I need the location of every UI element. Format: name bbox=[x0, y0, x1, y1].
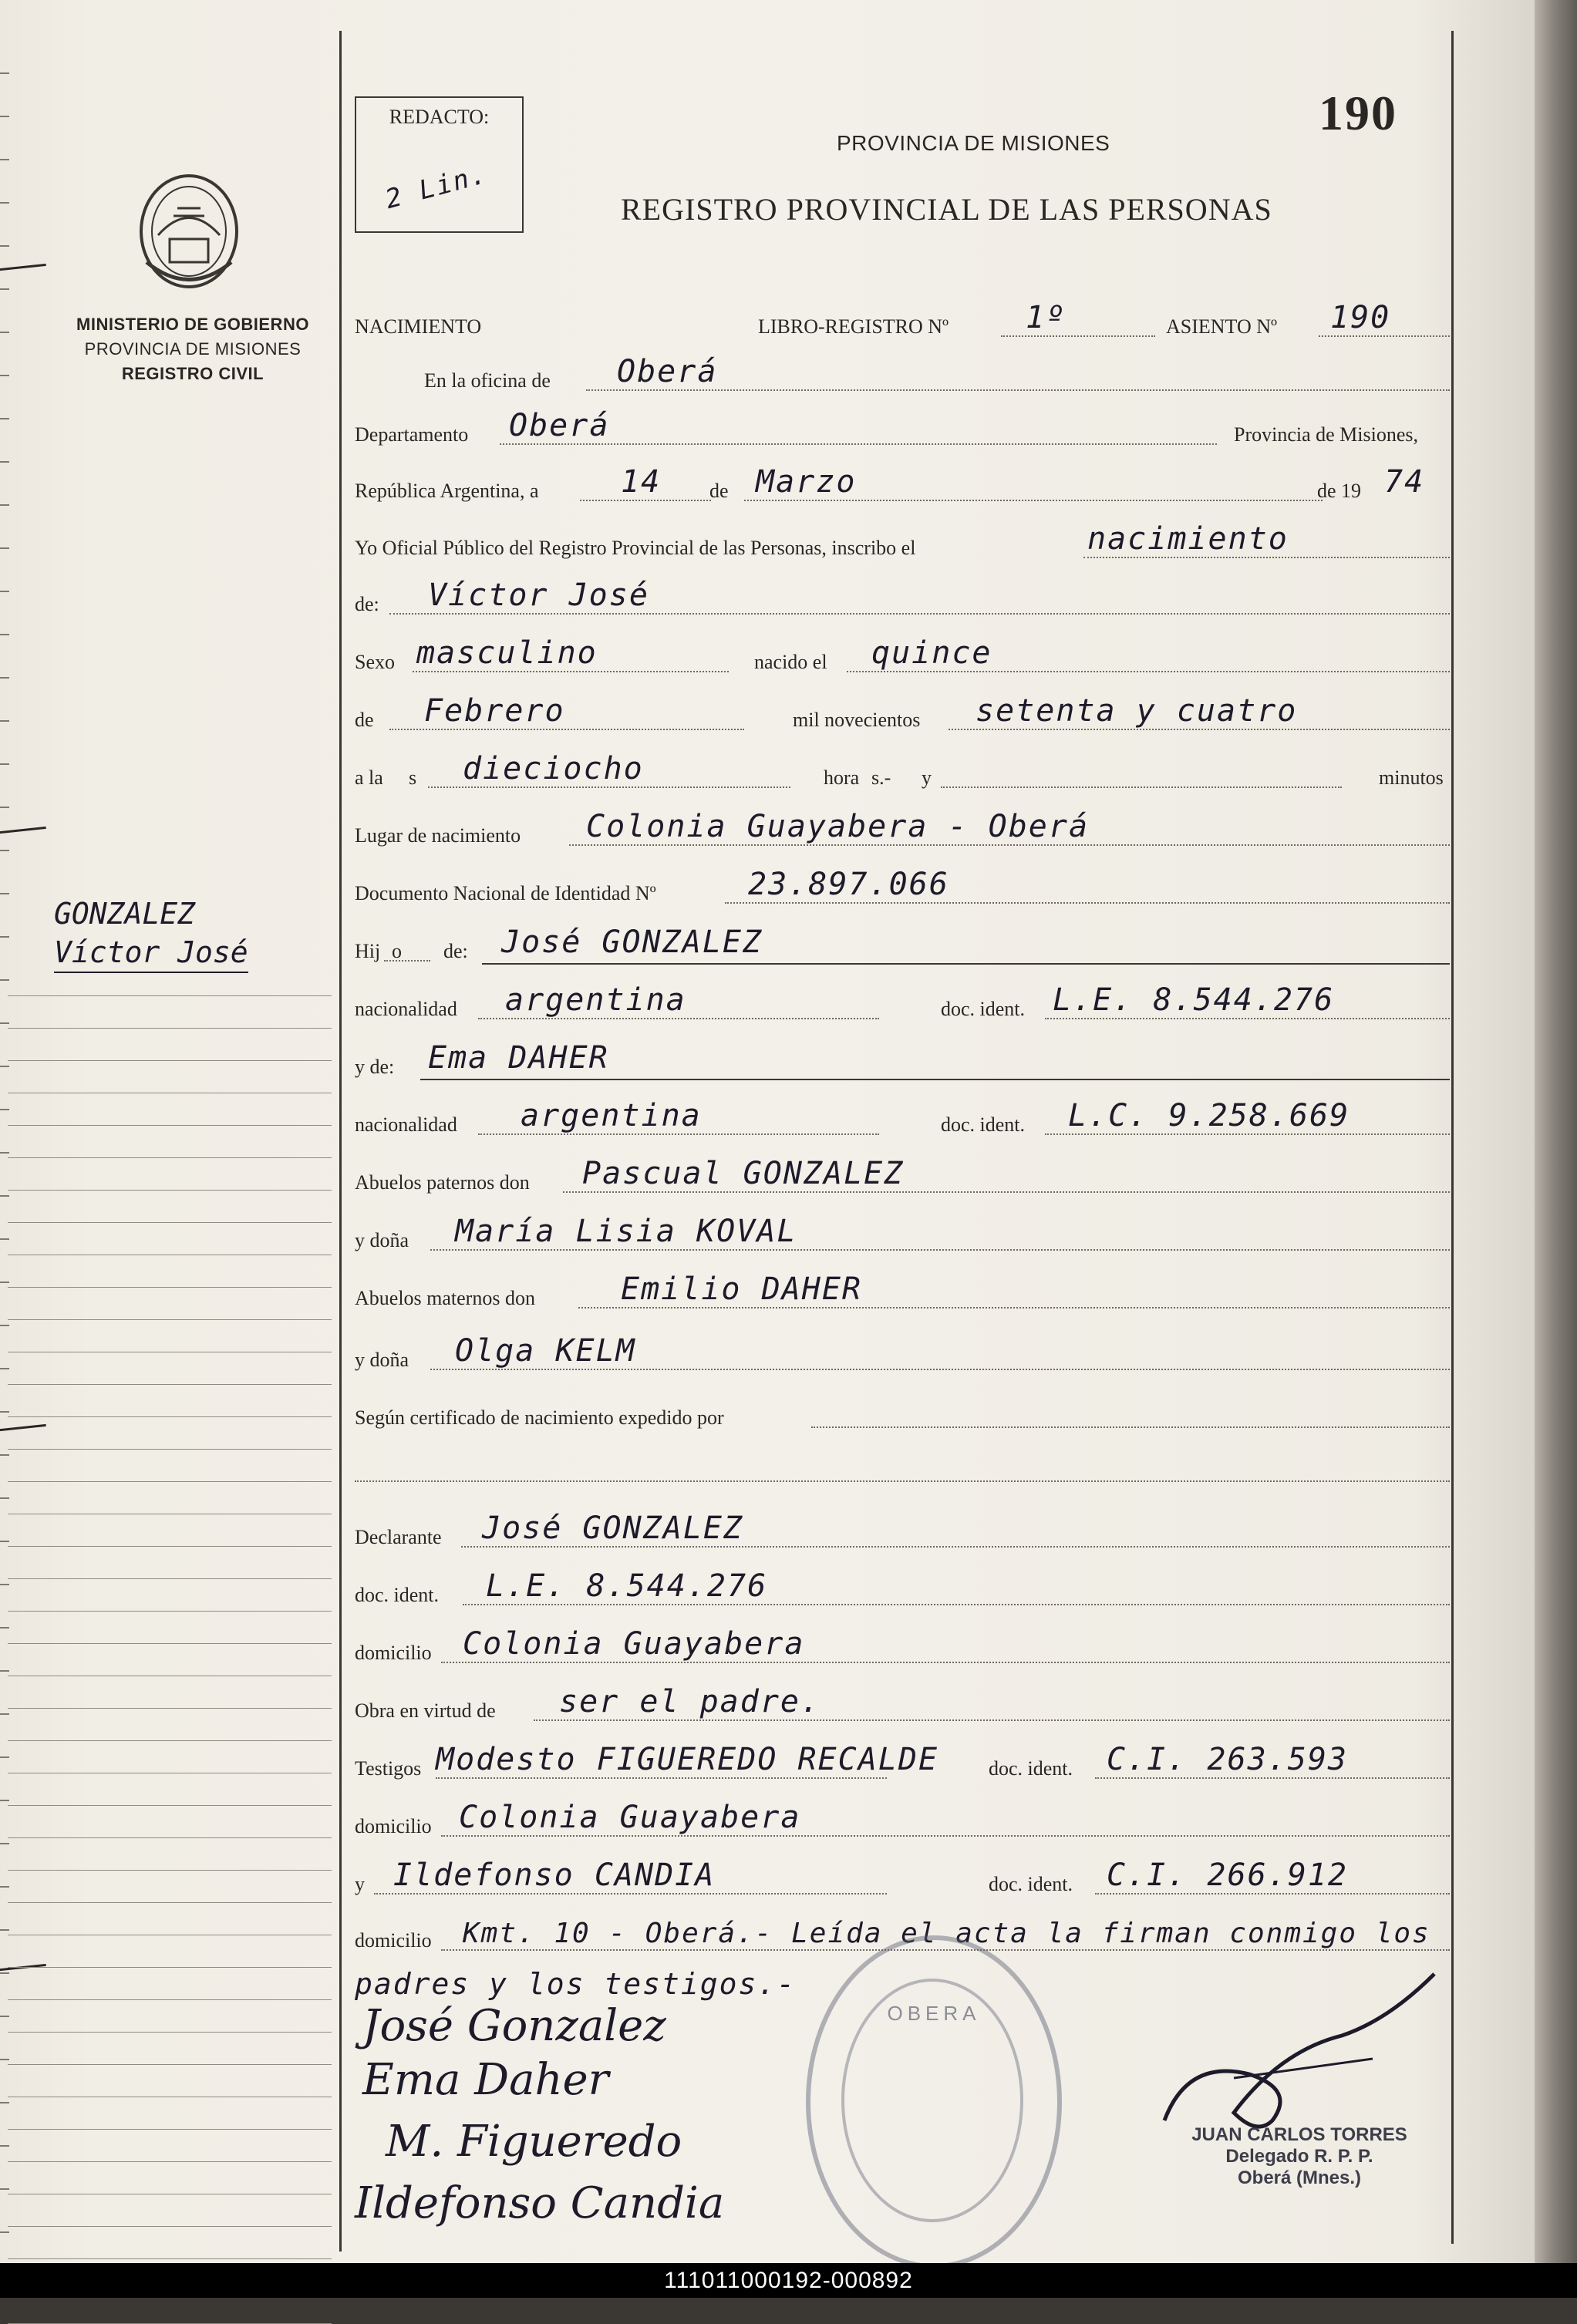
birth-month: Febrero bbox=[424, 693, 565, 729]
abuelos-paternos-row bbox=[355, 1153, 1450, 1199]
right-border bbox=[1451, 31, 1454, 2244]
testigo1-row bbox=[355, 1739, 1450, 1785]
day-value: 14 bbox=[621, 464, 662, 500]
libro-value: 1º bbox=[1026, 300, 1066, 335]
birth-year: setenta y cuatro bbox=[976, 693, 1298, 729]
obra-value: ser el padre. bbox=[559, 1684, 821, 1719]
segun-row bbox=[355, 1388, 1450, 1434]
libro-label: LIBRO-REGISTRO Nº bbox=[758, 315, 949, 338]
redacto-handwritten: 2 Lin. bbox=[382, 158, 491, 216]
y-de-label: y de: bbox=[355, 1056, 395, 1078]
oficina-label: En la oficina de bbox=[424, 369, 551, 392]
obra-label: Obra en virtud de bbox=[355, 1699, 496, 1722]
signature-witness1: M. Figueredo bbox=[386, 2117, 682, 2167]
act-type: NACIMIENTO bbox=[355, 315, 482, 338]
departamento-label: Departamento bbox=[355, 423, 469, 446]
dni-row bbox=[355, 864, 1450, 910]
witness2-domicilio: Kmt. 10 - Oberá.- Leída el acta la firman conmigo los bbox=[463, 1918, 1430, 1949]
abuela-materna-row bbox=[355, 1330, 1450, 1376]
declarante-label: Declarante bbox=[355, 1526, 442, 1548]
domicilio-label-3: domicilio bbox=[355, 1929, 432, 1952]
mil-label: mil novecientos bbox=[793, 709, 921, 731]
domicilio-label: domicilio bbox=[355, 1642, 432, 1664]
abuelos-paternos-label: Abuelos paternos don bbox=[355, 1171, 530, 1194]
obra-row bbox=[355, 1681, 1450, 1727]
testigos-label: Testigos bbox=[355, 1757, 422, 1780]
madre-nacionalidad-row bbox=[355, 1095, 1450, 1141]
padre-nacionalidad-row bbox=[355, 979, 1450, 1026]
redacto-box bbox=[355, 96, 524, 233]
paternal-grandfather: Pascual GONZALEZ bbox=[582, 1156, 905, 1191]
ministry-heading bbox=[62, 312, 324, 386]
margin-given-name: Víctor José bbox=[54, 933, 248, 973]
hijo-de-label: de: bbox=[443, 940, 468, 962]
declarante-domicilio-row bbox=[355, 1623, 1450, 1669]
segun-blank-row bbox=[355, 1442, 1450, 1488]
official-place: Oberá (Mnes.) bbox=[1237, 2167, 1362, 2188]
departamento-row bbox=[355, 405, 1450, 451]
witness2-doc: C.I. 266.912 bbox=[1107, 1858, 1348, 1893]
lugar-value: Colonia Guayabera - Oberá bbox=[586, 809, 1090, 844]
hijo-row bbox=[355, 921, 1450, 968]
official-stamp bbox=[1172, 2124, 1427, 2189]
declarante-row bbox=[355, 1507, 1450, 1554]
doc-ident-label-4: doc. ident. bbox=[989, 1757, 1073, 1780]
signature-witness2: Ildefonso Candia bbox=[355, 2178, 725, 2228]
nacido-label: nacido el bbox=[754, 651, 827, 673]
folio-number: 190 bbox=[1319, 86, 1397, 140]
father-nationality: argentina bbox=[505, 982, 686, 1018]
fecha-row bbox=[355, 461, 1450, 507]
witness2-name: Ildefonso CANDIA bbox=[393, 1858, 716, 1893]
mother-doc: L.C. 9.258.669 bbox=[1068, 1098, 1350, 1133]
ministry-province: PROVINCIA DE MISIONES bbox=[84, 339, 302, 359]
provincia-label: Provincia de Misiones, bbox=[1234, 423, 1419, 446]
record-header-row bbox=[355, 297, 1450, 343]
doc-ident-label-2: doc. ident. bbox=[941, 1113, 1026, 1136]
dni-value: 23.897.066 bbox=[748, 867, 949, 902]
nombre-row bbox=[355, 574, 1450, 621]
dni-label: Documento Nacional de Identidad Nº bbox=[355, 882, 656, 904]
paternal-grandmother: María Lisia KOVAL bbox=[455, 1214, 797, 1249]
mother-nationality: argentina bbox=[521, 1098, 702, 1133]
father-doc: L.E. 8.544.276 bbox=[1053, 982, 1335, 1018]
official-round-stamp bbox=[806, 1935, 1062, 2268]
redacto-label: REDACTO: bbox=[389, 106, 490, 128]
y-dona-label-2: y doña bbox=[355, 1349, 409, 1371]
nacido-value: quince bbox=[871, 635, 992, 671]
hora-suffix: s.- bbox=[871, 766, 891, 789]
ala-suffix: s bbox=[409, 766, 417, 789]
hijo-suffix: o bbox=[392, 940, 402, 962]
continuation-text: padres y los testigos.- bbox=[355, 1967, 797, 2001]
inscribo-row bbox=[355, 518, 1450, 564]
asiento-value: 190 bbox=[1330, 300, 1391, 335]
ala-label: a la bbox=[355, 766, 383, 789]
declarante-domicilio: Colonia Guayabera bbox=[463, 1626, 805, 1662]
lugar-row bbox=[355, 806, 1450, 852]
child-name: Víctor José bbox=[428, 578, 649, 613]
scan-id-bar: 111011000192-000892 bbox=[0, 2263, 1577, 2298]
de-colon-label: de: bbox=[355, 593, 379, 615]
ministry-name: MINISTERIO DE GOBIERNO bbox=[76, 315, 309, 334]
republica-label: República Argentina, a bbox=[355, 480, 539, 502]
provincial-seal-icon bbox=[131, 170, 247, 293]
month-value: Marzo bbox=[756, 464, 857, 500]
witness1-doc: C.I. 263.593 bbox=[1107, 1742, 1348, 1777]
madre-row bbox=[355, 1037, 1450, 1083]
testigo1-domicilio-row bbox=[355, 1797, 1450, 1843]
asiento-label: ASIENTO Nº bbox=[1166, 315, 1278, 338]
margin-surname: GONZALEZ bbox=[54, 897, 196, 931]
official-signature-icon bbox=[1141, 1943, 1465, 2144]
maternal-grandmother: Olga KELM bbox=[455, 1333, 636, 1369]
page-edge bbox=[1535, 0, 1577, 2263]
fecha-nacimiento-row bbox=[355, 690, 1450, 736]
y-label: y bbox=[922, 766, 932, 789]
nacionalidad-label: nacionalidad bbox=[355, 998, 457, 1020]
sexo-value: masculino bbox=[416, 635, 598, 671]
abuelos-maternos-row bbox=[355, 1268, 1450, 1315]
stamp-round-text: OBERA bbox=[887, 2002, 981, 2025]
declarante-value: José GONZALEZ bbox=[482, 1511, 744, 1546]
segun-label: Según certificado de nacimiento expedido por bbox=[355, 1406, 724, 1429]
margin-annotation bbox=[54, 894, 248, 973]
signature-father: José Gonzalez bbox=[362, 2001, 666, 2051]
y-label-2: y bbox=[355, 1873, 365, 1895]
nacionalidad-label-2: nacionalidad bbox=[355, 1113, 457, 1136]
minutos-label: minutos bbox=[1379, 766, 1444, 789]
oficial-statement: Yo Oficial Público del Registro Provincial de las Personas, inscribo el bbox=[355, 537, 916, 559]
margin-divider bbox=[339, 31, 342, 2252]
anio-prefix: de 19 bbox=[1317, 480, 1362, 502]
de-label-2: de bbox=[355, 709, 374, 731]
witness1-domicilio: Colonia Guayabera bbox=[459, 1800, 801, 1835]
declarante-doc: L.E. 8.544.276 bbox=[486, 1568, 768, 1604]
ministry-registry: REGISTRO CIVIL bbox=[121, 364, 265, 383]
maternal-grandfather: Emilio DAHER bbox=[621, 1271, 862, 1307]
abuelos-maternos-label: Abuelos maternos don bbox=[355, 1287, 535, 1309]
province-heading: PROVINCIA DE MISIONES bbox=[837, 131, 1110, 155]
official-role: Delegado R. P. P. bbox=[1225, 2146, 1373, 2167]
testigo2-row bbox=[355, 1854, 1450, 1901]
oficina-row bbox=[355, 351, 1450, 397]
doc-ident-label-5: doc. ident. bbox=[989, 1873, 1073, 1895]
signature-mother: Ema Daher bbox=[362, 2055, 609, 2105]
de-label: de bbox=[709, 480, 729, 502]
official-name: JUAN CARLOS TORRES bbox=[1191, 2124, 1407, 2145]
hora-row bbox=[355, 748, 1450, 794]
y-dona-label: y doña bbox=[355, 1229, 409, 1251]
doc-ident-label-3: doc. ident. bbox=[355, 1584, 440, 1606]
mother-name: Ema DAHER bbox=[428, 1040, 609, 1076]
margin-ruled-lines bbox=[8, 964, 332, 2324]
father-name: José GONZALEZ bbox=[501, 925, 763, 960]
hora-value: dieciocho bbox=[463, 751, 644, 786]
sexo-label: Sexo bbox=[355, 651, 395, 673]
domicilio-label-2: domicilio bbox=[355, 1815, 432, 1837]
oficina-value: Oberá bbox=[617, 354, 718, 389]
abuela-paterna-row bbox=[355, 1211, 1450, 1257]
inscribo-value: nacimiento bbox=[1087, 521, 1289, 557]
registry-title: REGISTRO PROVINCIAL DE LAS PERSONAS bbox=[621, 192, 1272, 227]
hijo-label: Hij bbox=[355, 940, 381, 962]
year-value: 74 bbox=[1384, 464, 1425, 500]
lugar-label: Lugar de nacimiento bbox=[355, 824, 521, 847]
declarante-doc-row bbox=[355, 1565, 1450, 1612]
hora-label: hora bbox=[824, 766, 860, 789]
sexo-row bbox=[355, 632, 1450, 679]
departamento-value: Oberá bbox=[509, 408, 610, 443]
doc-ident-label: doc. ident. bbox=[941, 998, 1026, 1020]
witness1-name: Modesto FIGUEREDO RECALDE bbox=[436, 1742, 939, 1777]
